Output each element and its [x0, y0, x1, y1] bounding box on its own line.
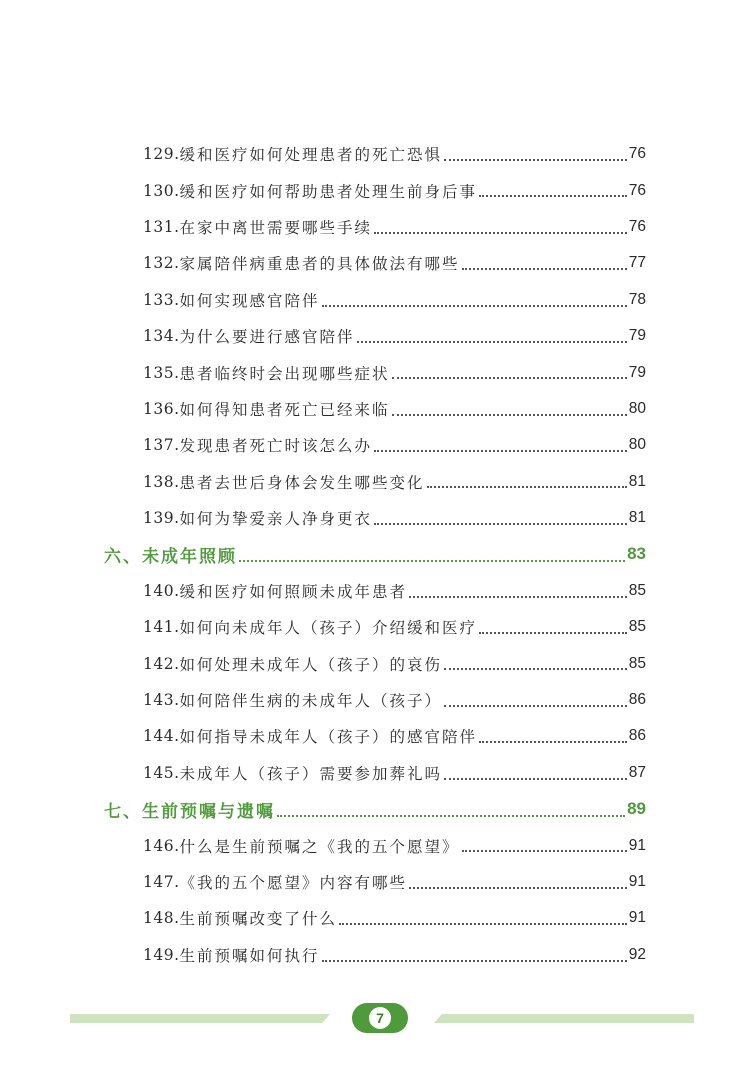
dot-leader [374, 435, 627, 453]
dot-leader [374, 216, 627, 234]
toc-page-number: 79 [628, 327, 646, 345]
toc-section-title: 六、未成年照顾 [104, 546, 237, 567]
dot-leader [444, 689, 627, 707]
toc-entry-number: 148. [143, 909, 180, 928]
dot-leader [357, 325, 627, 343]
toc-entry-title: 患者临终时会出现哪些症状 [179, 364, 390, 383]
toc-entry [0, 391, 750, 427]
toc-entry-title: 如何得知患者死亡已经来临 [179, 400, 390, 419]
toc-entry-title: 什么是生前预嘱之《我的五个愿望》 [179, 837, 460, 856]
toc-entry-number: 141. [143, 618, 180, 637]
toc-page-number: 91 [628, 873, 646, 890]
dot-leader [479, 617, 627, 635]
toc-page-number: 83 [627, 544, 646, 564]
toc-page-number: 80 [628, 399, 646, 417]
dot-leader [322, 289, 627, 307]
toc-entry-number: 135. [143, 363, 180, 382]
dot-leader [444, 762, 627, 780]
dot-leader [479, 726, 627, 744]
toc-entry [0, 609, 750, 645]
toc-page-number: 89 [627, 799, 646, 819]
toc-entry-number: 145. [143, 763, 180, 782]
toc-page-number: 91 [628, 909, 646, 927]
footer-bar-right [434, 1014, 694, 1023]
dot-leader [277, 798, 625, 817]
toc-page-number: 76 [628, 145, 646, 163]
toc-page-number: 85 [628, 618, 646, 636]
toc-entry-title: 如何处理未成年人（孩子）的哀伤 [179, 655, 443, 674]
dot-leader [444, 653, 627, 671]
toc-entry-number: 149. [143, 945, 180, 964]
toc-entry-number: 143. [143, 691, 180, 710]
page-number-badge [352, 1003, 408, 1033]
toc-page-number: 77 [628, 254, 646, 272]
toc-entry-number: 132. [143, 254, 180, 273]
toc-entry [0, 755, 750, 791]
toc-entry-title: 缓和医疗如何帮助患者处理生前身后事 [179, 182, 478, 201]
toc-entry [0, 318, 750, 354]
dot-leader [444, 143, 627, 161]
toc-entry-title: 如何实现感官陪伴 [179, 291, 320, 310]
toc-page-number: 79 [628, 363, 646, 381]
toc-entry [0, 864, 750, 900]
toc-page-number: 81 [628, 509, 646, 527]
toc-entry-title: 如何指导未成年人（孩子）的感官陪伴 [179, 728, 478, 747]
toc-entry-number: 146. [143, 836, 180, 855]
toc-entry [0, 827, 750, 863]
toc-page-number: 76 [628, 181, 646, 199]
toc-entry [0, 464, 750, 500]
dot-leader [374, 507, 627, 525]
toc-page-number: 85 [628, 581, 646, 599]
toc-section-title: 七、生前预嘱与遗嘱 [104, 801, 275, 822]
toc-entry-number: 129. [143, 145, 180, 164]
toc-entry-title: 如何为挚爱亲人净身更衣 [179, 510, 373, 529]
toc-entry-number: 131. [143, 217, 180, 236]
toc-entry-title: 《我的五个愿望》内容有哪些 [179, 874, 408, 892]
toc-entry [0, 245, 750, 281]
dot-leader [462, 253, 627, 271]
dot-leader [392, 398, 627, 416]
toc-page-number: 81 [628, 472, 646, 490]
toc-entry-title: 生前预嘱改变了什么 [179, 910, 338, 929]
toc-entry-number: 147. [143, 873, 180, 891]
toc-entry [0, 900, 750, 936]
toc-entry-title: 缓和医疗如何照顾未成年患者 [179, 582, 408, 601]
toc-entry [0, 282, 750, 318]
toc-entry [0, 209, 750, 245]
dot-leader [409, 580, 627, 598]
footer-bar-left [70, 1014, 330, 1023]
toc-section-heading [0, 791, 750, 827]
toc-entry-number: 134. [143, 327, 180, 346]
dot-leader [322, 944, 627, 962]
toc-entry [0, 645, 750, 681]
page-number: 7 [369, 1007, 391, 1029]
toc-page-number: 87 [628, 763, 646, 781]
toc-entry-number: 130. [143, 181, 180, 200]
toc-entry-title: 生前预嘱如何执行 [179, 946, 320, 965]
toc-entry-title: 患者去世后身体会发生哪些变化 [179, 473, 425, 492]
toc-page-number: 91 [628, 836, 646, 854]
toc-entry [0, 718, 750, 754]
toc-entry-title: 在家中离世需要哪些手续 [179, 218, 373, 237]
toc-section-heading [0, 536, 750, 572]
toc-entry [0, 172, 750, 208]
toc-entry-number: 142. [143, 654, 180, 673]
toc-entry-title: 如何陪伴生病的未成年人（孩子） [179, 692, 443, 711]
toc-entry [0, 354, 750, 390]
toc-entry-number: 144. [143, 727, 180, 746]
toc-page-number: 76 [628, 217, 646, 235]
dot-leader [479, 180, 627, 198]
toc-entry-number: 136. [143, 399, 180, 418]
page-footer [0, 1003, 750, 1033]
toc-entry-title: 如何向未成年人（孩子）介绍缓和医疗 [179, 619, 478, 638]
toc-entry-title: 为什么要进行感官陪伴 [179, 328, 355, 347]
dot-leader [339, 908, 627, 926]
toc-entry [0, 573, 750, 609]
toc-page-number: 86 [628, 691, 646, 709]
toc-page-number: 78 [628, 290, 646, 308]
toc-page-number: 92 [628, 945, 646, 963]
toc-entry [0, 427, 750, 463]
toc-entry-number: 139. [143, 509, 180, 528]
toc-entry-title: 缓和医疗如何处理患者的死亡恐惧 [179, 146, 443, 165]
dot-leader [427, 471, 627, 489]
dot-leader [239, 543, 625, 562]
toc-entry-number: 140. [143, 581, 180, 600]
toc-page-number: 80 [628, 436, 646, 454]
table-of-contents [0, 136, 750, 973]
toc-entry-number: 137. [143, 436, 180, 455]
toc-entry [0, 682, 750, 718]
toc-entry [0, 500, 750, 536]
toc-page-number: 86 [628, 727, 646, 745]
toc-entry [0, 937, 750, 973]
toc-entry-number: 133. [143, 290, 180, 309]
dot-leader [462, 835, 627, 853]
dot-leader [409, 871, 627, 889]
toc-entry-title: 发现患者死亡时该怎么办 [179, 437, 373, 456]
toc-entry-number: 138. [143, 472, 180, 491]
toc-entry [0, 136, 750, 172]
toc-page-number: 85 [628, 654, 646, 672]
dot-leader [392, 362, 627, 380]
toc-entry-title: 未成年人（孩子）需要参加葬礼吗 [179, 764, 443, 783]
toc-entry-title: 家属陪伴病重患者的具体做法有哪些 [179, 255, 460, 274]
